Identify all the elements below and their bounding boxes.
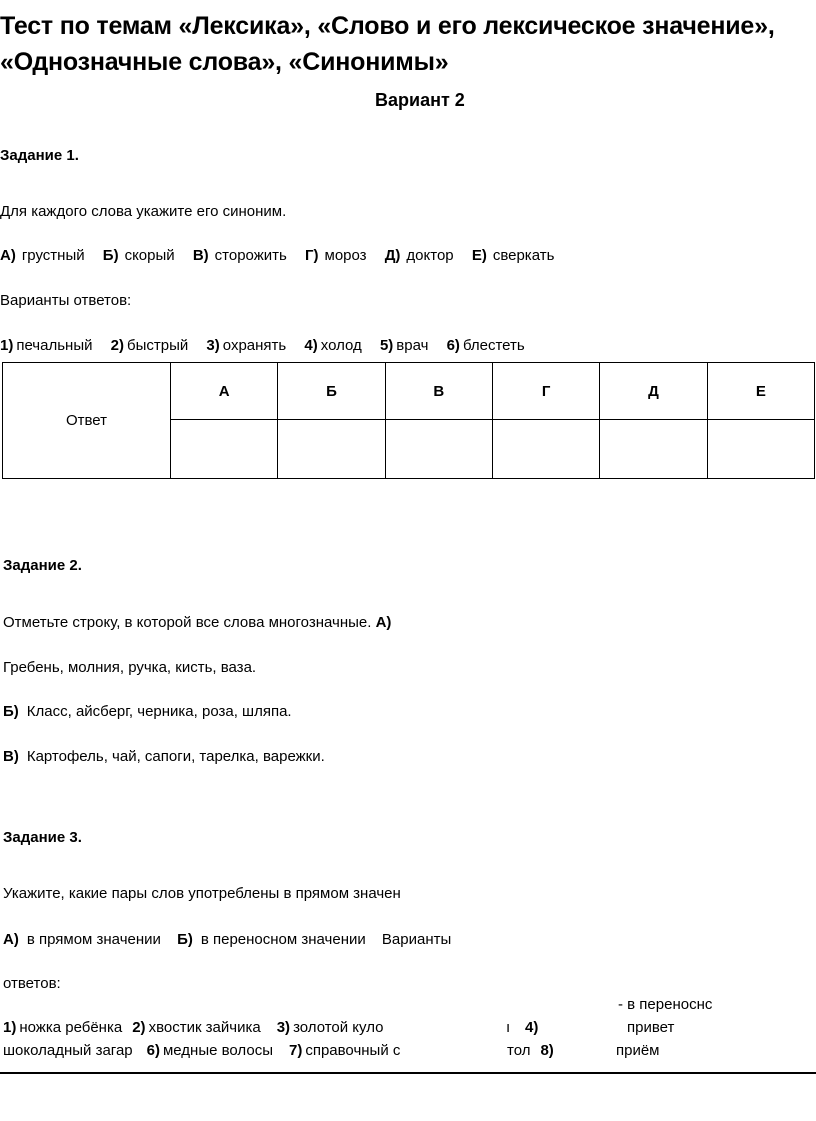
variant-label: Вариант 2 xyxy=(375,90,465,110)
answer-cell[interactable] xyxy=(492,420,599,479)
answer-col-header: Г xyxy=(492,363,599,420)
task1-word-list xyxy=(0,247,568,264)
task3-fragment-bot: приём xyxy=(616,1042,660,1059)
task3-fragment-top: - в переноснс xyxy=(618,996,713,1013)
title-line-2: «Однозначные слова», «Синонимы» xyxy=(0,48,449,76)
answer-col-header: Д xyxy=(600,363,707,420)
task3-meaning-line: А) в прямом значении Б) в переносном значении Варианты xyxy=(3,931,452,948)
title-line-1: Тест по темам «Лексика», «Слово и его лексическое значение», xyxy=(0,12,775,40)
task1-word: Д) доктор xyxy=(384,247,454,264)
task3-pairs-line-2: шоколадный загар 6) медные волосы 7) справочный с xyxy=(3,1042,401,1059)
task1-option: 1) печальный xyxy=(0,337,93,354)
task1-option: 2) быстрый xyxy=(110,337,189,354)
bottom-divider xyxy=(0,1072,816,1074)
task3-pair-4-number: 4) xyxy=(525,1019,539,1036)
task1-option: 6) блестеть xyxy=(446,337,525,354)
task2-option-c: В) Картофель, чай, сапоги, тарелка, варежки. xyxy=(3,748,325,765)
answer-col-header: Б xyxy=(278,363,385,420)
answer-col-header: А xyxy=(171,363,278,420)
task1-word: А) грустный xyxy=(0,247,85,264)
task3-heading: Задание 3. xyxy=(3,829,82,846)
answer-cell[interactable] xyxy=(385,420,492,479)
task2-option-a-label: А) xyxy=(375,614,392,631)
answer-cell[interactable] xyxy=(171,420,278,479)
task1-option: 5) врач xyxy=(379,337,429,354)
answer-cell[interactable] xyxy=(278,420,385,479)
task1-option: 4) холод xyxy=(304,337,362,354)
task3-answers-label: ответов: xyxy=(3,975,61,992)
task2-instruction: Отметьте строку, в которой все слова многозначные. xyxy=(3,614,372,631)
task1-option-list xyxy=(0,337,539,354)
answer-cell[interactable] xyxy=(707,420,814,479)
task1-option: 3) охранять xyxy=(206,337,287,354)
task1-word: Г) мороз xyxy=(305,247,367,264)
task1-word: В) сторожить xyxy=(192,247,287,264)
answer-cell[interactable] xyxy=(600,420,707,479)
page-title xyxy=(0,8,775,80)
task3-instruction: Укажите, какие пары слов употреблены в прямом значен xyxy=(3,885,401,902)
task2-instruction-line xyxy=(3,614,391,631)
task3-fragment-tol: тол 8) xyxy=(507,1042,554,1059)
task1-options-label: Варианты ответов: xyxy=(0,292,132,309)
answer-col-header: Е xyxy=(707,363,814,420)
answer-col-header: В xyxy=(385,363,492,420)
task1-word: Е) сверкать xyxy=(471,247,555,264)
task2-option-b: Б) Класс, айсберг, черника, роза, шляпа. xyxy=(3,703,292,720)
task1-instruction: Для каждого слова укажите его синоним. xyxy=(0,203,287,220)
task3-fragment-mid: привет xyxy=(627,1019,675,1036)
task2-option-a: Гребень, молния, ручка, кисть, ваза. xyxy=(3,659,257,676)
task2-heading: Задание 2. xyxy=(3,557,82,574)
task3-pairs-line-1: 1) ножка ребёнка 2) хвостик зайчика 3) золотой куло xyxy=(3,1019,384,1036)
task1-word: Б) скорый xyxy=(102,247,175,264)
task1-heading: Задание 1. xyxy=(0,147,79,164)
answer-row-label: Ответ xyxy=(3,363,171,479)
task3-fragment-tick: ı xyxy=(506,1019,511,1036)
answer-table xyxy=(2,362,815,479)
